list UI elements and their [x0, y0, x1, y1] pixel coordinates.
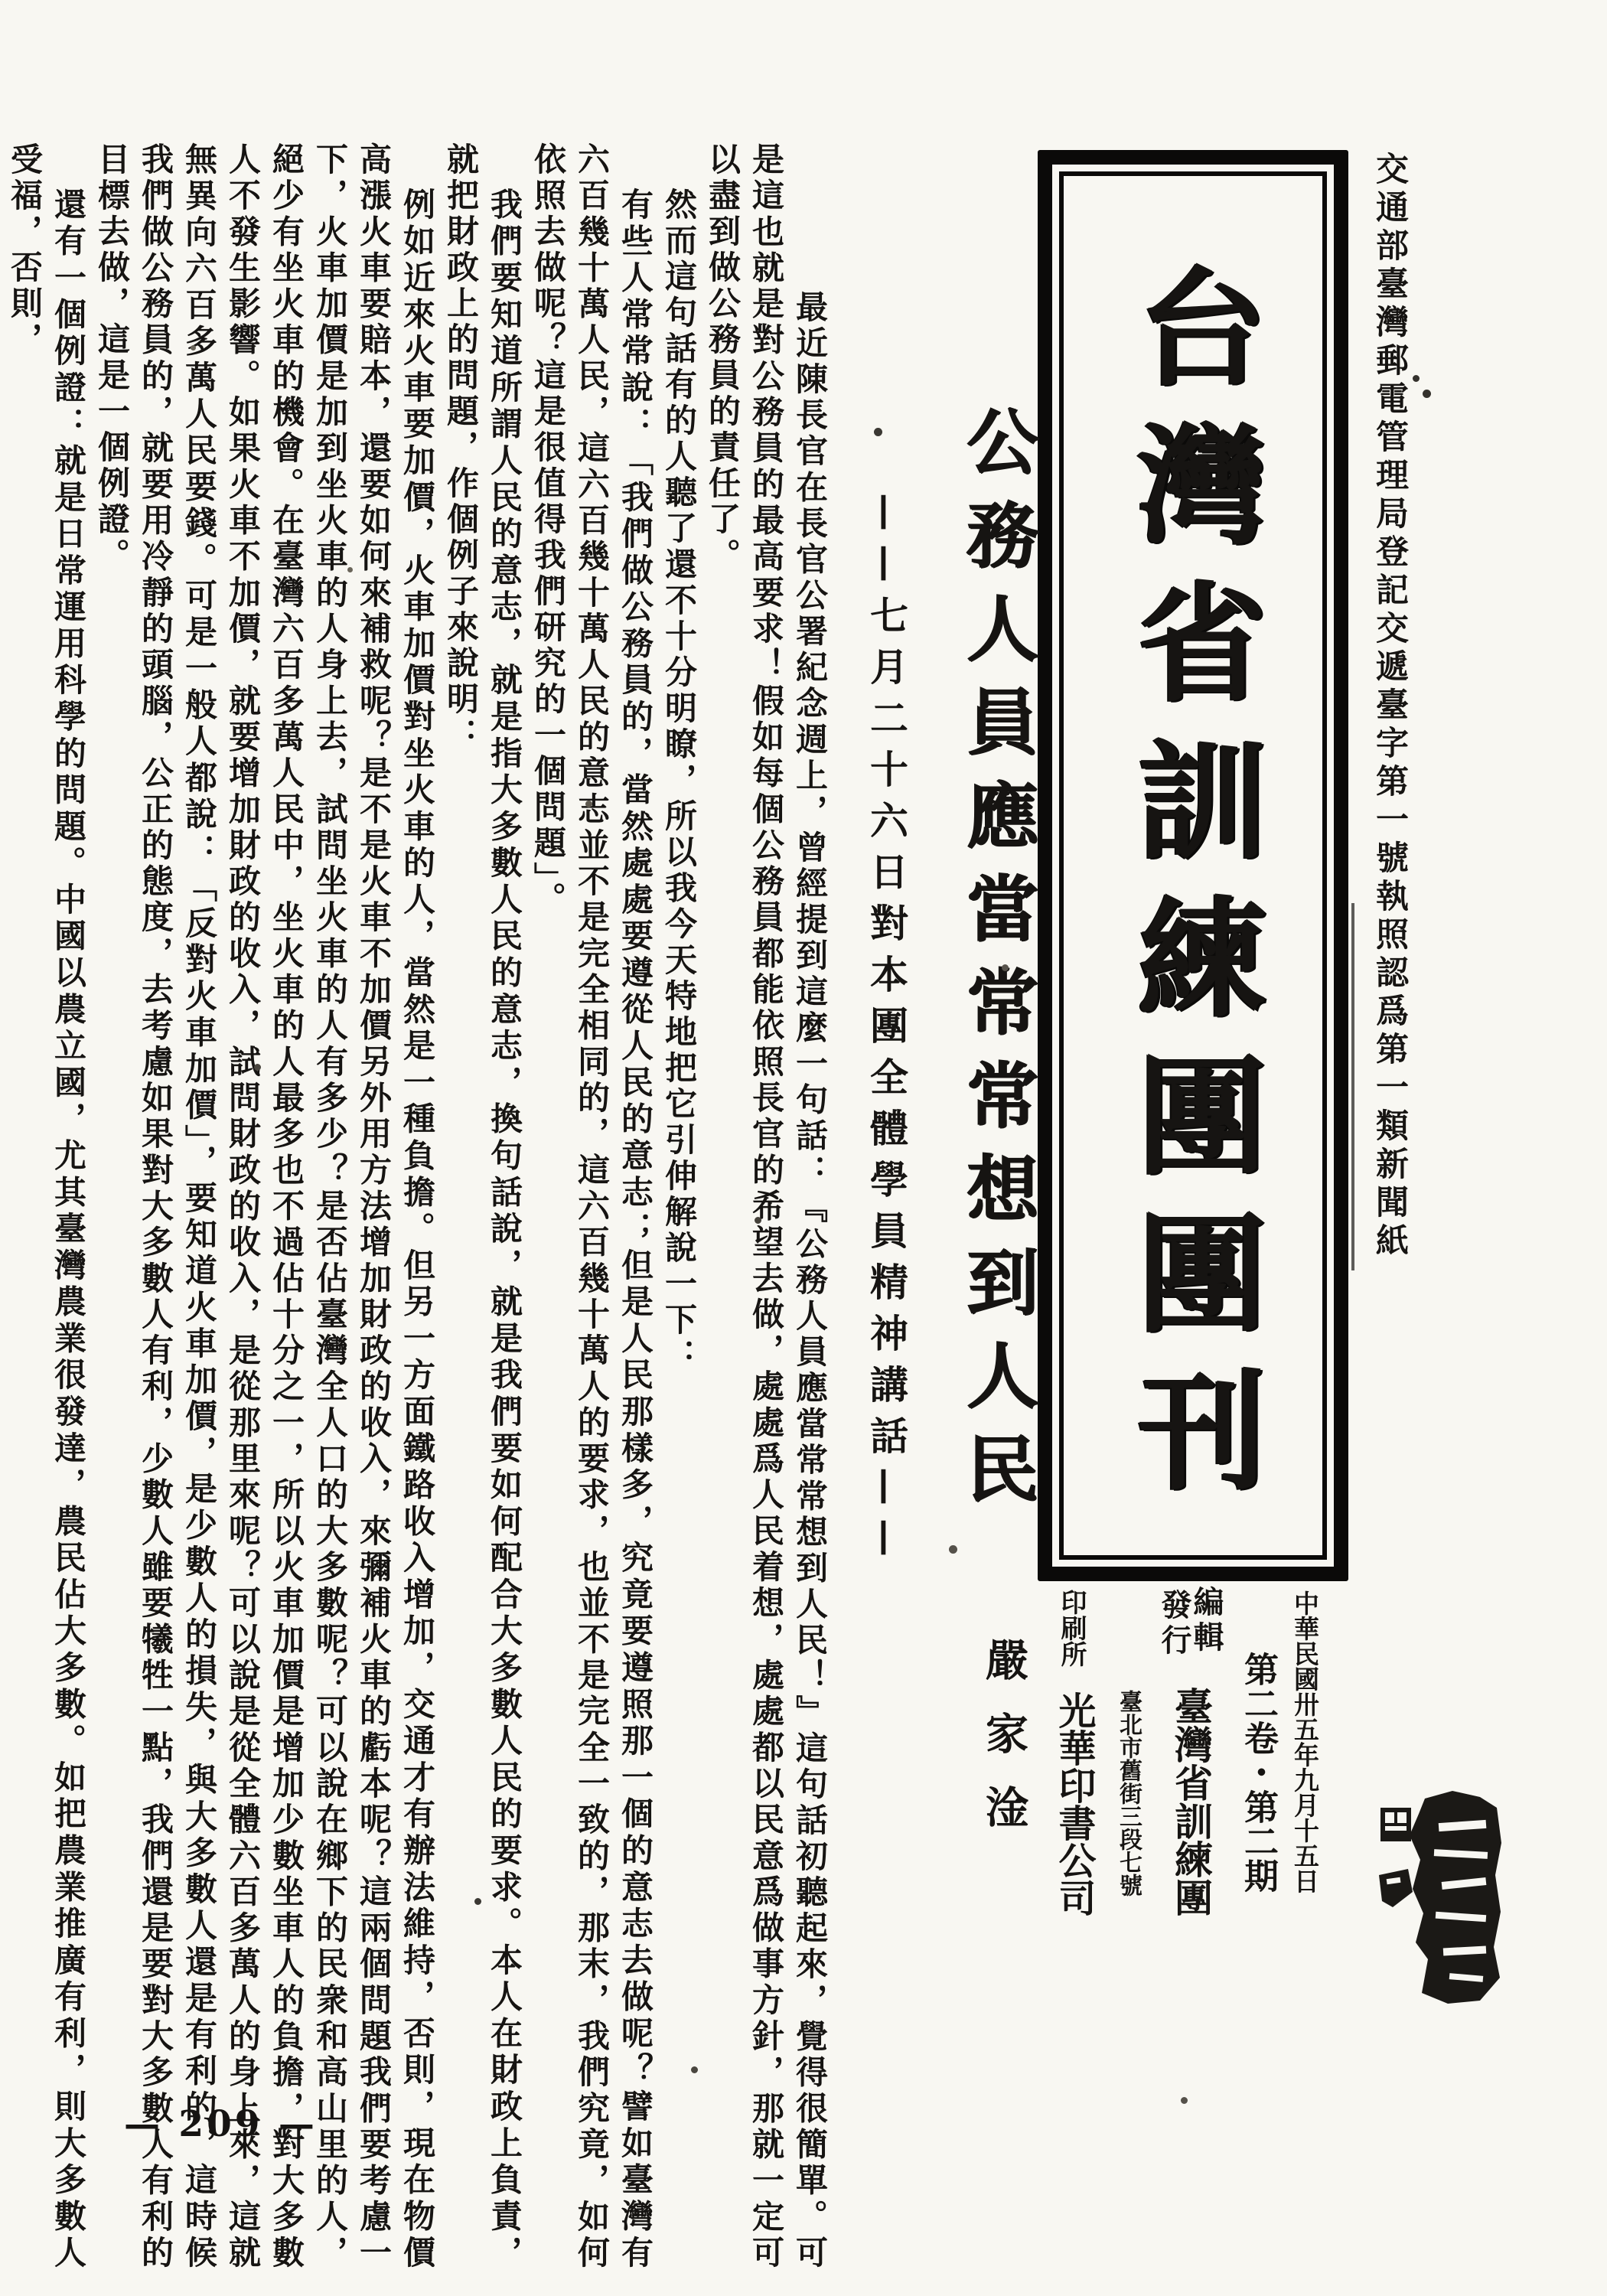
- scan-crease-line: [1351, 903, 1354, 1270]
- journal-title-calligraphy: 台灣省訓練團團刊: [1116, 260, 1269, 1521]
- publisher-name: 臺灣省訓練團: [1169, 1687, 1214, 1916]
- page-number: — 209 —: [124, 2103, 318, 2145]
- body-paragraph: 我們要知道所謂人民的意志，就是指大多數人民的意志，換句話說，就是我們要如何配合大多數人民的要求。本人在財政上負責，就把財政上的問題，作個例子來說明：: [442, 142, 523, 2272]
- seal-graphic: [1374, 1777, 1504, 2007]
- volume-issue-number: 第二卷・第二期: [1238, 1652, 1279, 1893]
- scan-noise: [0, 0, 4, 4]
- publisher-label: 發行: [1156, 1589, 1192, 1659]
- printer-name: 光華印書公司: [1053, 1691, 1097, 1916]
- publication-date: 中華民國卅五年九月十五日: [1290, 1590, 1320, 1893]
- body-paragraph: 然而這句話有的人聽了還不十分明瞭，所以我今天特地把它引伸解說一下：: [660, 187, 698, 1375]
- ink-seal-stamp: [1374, 1777, 1504, 2010]
- masthead-border-box: [1038, 150, 1348, 1581]
- body-paragraph: 有些人常常說：「我們做公務員的，當然處處要遵從人民的意志；但是人民那樣多，究竟要遵照那一個的意志去做呢？譬如臺灣有六百幾十萬人民，這六百幾十萬人民的意志並不是完全相同的，這六百幾十萬人的要求，也並不是完全一致的，那末，我們究竟，如何依照去做呢？這是很值得我們研究的一個問題」。: [530, 142, 654, 2272]
- editor-label: 編輯: [1188, 1586, 1224, 1656]
- article-author: 嚴家淦: [979, 1638, 1029, 1858]
- publisher-address: 臺北市舊街三段七號: [1115, 1690, 1142, 1896]
- body-paragraph: 例如近來火車要加價，火車加價對坐火車的人，當然是一種負擔。但另一方面鐵路收入增加，交通才有辦法維持，否則，現在物價高漲火車要賠本，還要如何來補救呢？是不是火車不加價另外用方法增加財政的收入，來彌補火車的虧本呢？這兩個問題我們要考慮一下，火車加價是加到坐火車的人身上去，試問坐火車的人有多少？是否佔臺灣全人口的大多數呢？可以說在鄉下的民衆和高山里的人，絕少有坐火車的機會。在臺灣六百多萬人民中，坐火車的人最多也不過佔十分之一，所以火車加價是增加少數坐車人的負擔，對大多數人不發生影響。如果火車不加價，就要增加財政的收入，試問財政的收入，是從那里來呢？可以說是從全體六百多萬人的身上來，這就無異向六百多萬人民要錢。可是一般人都說：「反對火車加價」，要知道火車加價，是少數人的損失，與大多數人還是有利的，這時候我們做公務員的，就要用冷靜的頭腦，公正的態度，去考慮如果對大多數人有利，少數人雖要犧牲一點，我們還是要對大多數人有利的目標去做，這是一個例證。: [93, 142, 436, 2272]
- article-title: 公務人員應當常常想到人民: [953, 404, 1038, 1525]
- masthead-inner-rule: [1059, 171, 1327, 1560]
- printer-label: 印刷所: [1056, 1589, 1087, 1667]
- article-body: [6, 142, 832, 2272]
- postal-registration-line: 交通部臺灣郵電管理局登記交遞臺字第一號執照認爲第一類新聞紙: [1371, 152, 1409, 1261]
- article-subtitle: ——七月二十六日對本團全體學員精神講話——: [864, 493, 909, 1570]
- body-paragraph: 最近陳長官在長官公署紀念週上，曾經提到這麼一句話：『公務人員應當常常想到人民！』這句話初聽起來，覺得很簡單。可是這也就是對公務員的最高要求！假如每個公務員都能依照長官的希望去做，處處爲人民着想，處處都以民意爲做事方針，那就一定可以盡到做公務員的責任了。: [704, 142, 829, 2272]
- body-paragraph: 還有一個例證：就是日常運用科學的問題。中國以農立國，尤其臺灣農業很發達，農民佔大多數。如把農業推廣有利，則大多數人受福，否則，: [6, 142, 87, 2272]
